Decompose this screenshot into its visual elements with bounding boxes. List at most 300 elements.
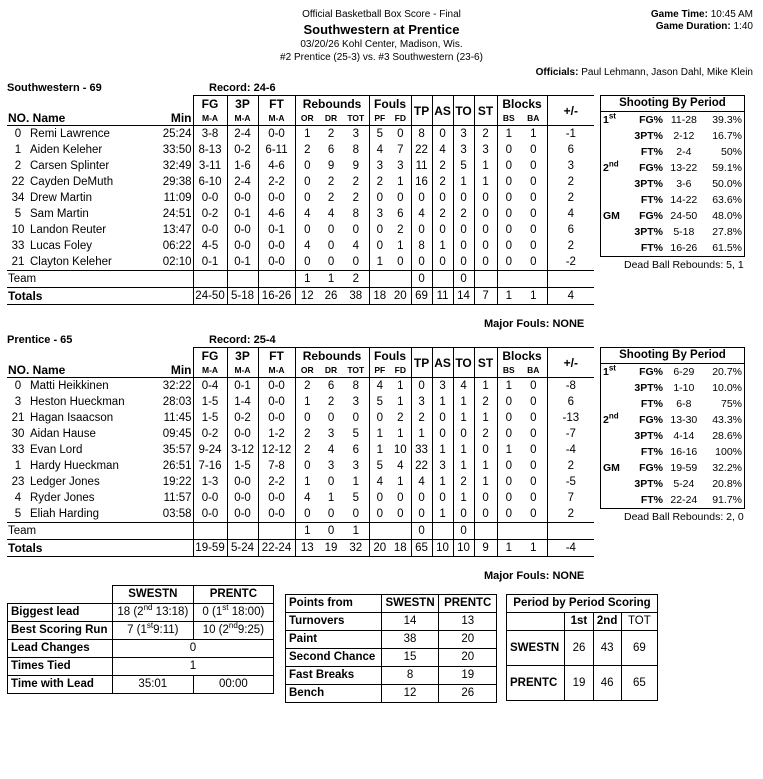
stat-or: 0 xyxy=(295,254,319,271)
stat-fd: 1 xyxy=(397,240,404,252)
biggest-lead-b-sup: st xyxy=(222,603,229,613)
team-record xyxy=(209,82,276,94)
shooting-stat: FT% xyxy=(640,146,663,158)
stat-ba: 0 xyxy=(530,444,537,456)
shooting-row xyxy=(601,224,744,240)
stat-st: 2 xyxy=(474,394,497,410)
times-tied-label: Times Tied xyxy=(8,658,113,676)
stat-tot: 3 xyxy=(352,396,359,408)
stat-tp: 22 xyxy=(411,458,432,474)
stat-fg: 3-8 xyxy=(193,126,227,143)
shooting-period xyxy=(601,224,631,240)
stat-or: 0 xyxy=(295,190,319,206)
stat-fg: 8-13 xyxy=(193,142,227,158)
biggest-lead-a-time: 13:18) xyxy=(155,606,189,618)
stat-ft: 4-6 xyxy=(258,206,295,222)
shooting-period xyxy=(601,364,631,380)
shooting-by-period xyxy=(600,347,745,509)
points-from-row xyxy=(286,631,497,649)
stat-st: 0 xyxy=(474,442,497,458)
shooting-stat: 3PT% xyxy=(634,178,663,190)
stat-tot: 4 xyxy=(352,240,359,252)
stat-pf: 2 xyxy=(369,174,390,190)
shooting-stat: FT% xyxy=(640,194,663,206)
shooting-stat: FT% xyxy=(640,494,663,506)
stat-or: 1 xyxy=(295,126,319,143)
game-duration xyxy=(656,21,753,32)
stat-dr: 4 xyxy=(327,208,335,220)
stat-min: 33:50 xyxy=(162,144,192,156)
stat-bs: 1 xyxy=(497,378,520,395)
stat-to: 1 xyxy=(453,458,474,474)
stat-st: 2 xyxy=(474,426,497,442)
stat-fg: 0-0 xyxy=(193,490,227,506)
shooting-period xyxy=(601,460,631,476)
stat-tp: 8 xyxy=(411,238,432,254)
shooting-row xyxy=(601,128,744,144)
team-stat-dr: 0 xyxy=(319,523,343,540)
header-row xyxy=(7,348,594,365)
time-with-lead-label: Time with Lead xyxy=(8,676,113,694)
team-stat-as xyxy=(432,523,453,540)
team-stat-to: 0 xyxy=(453,523,474,540)
stat-min: 13:47 xyxy=(162,224,192,236)
stat-st: 0 xyxy=(474,238,497,254)
shooting-period xyxy=(601,396,631,412)
stat-fd: 0 xyxy=(390,126,411,143)
stat-ba: 0 xyxy=(530,428,537,440)
stat-bs: 0 xyxy=(497,158,520,174)
player-row xyxy=(7,222,594,238)
player-row xyxy=(7,490,594,506)
points-from-label: Bench xyxy=(286,685,382,703)
player-number: 34 xyxy=(11,192,25,204)
player-row xyxy=(7,426,594,442)
stat-pm: 6 xyxy=(547,142,594,158)
team-record xyxy=(209,334,276,346)
stat-as: 3 xyxy=(432,458,453,474)
doc-type: Official Basketball Box Score - Final xyxy=(302,9,461,20)
team-stat-tp: 0 xyxy=(411,523,432,540)
header-blank xyxy=(7,96,193,113)
stat-ba: 0 xyxy=(530,240,537,252)
player-row xyxy=(7,142,594,158)
stat-tp3: 1-4 xyxy=(227,394,258,410)
shooting-period xyxy=(601,112,631,128)
stat-fd: 7 xyxy=(397,144,404,156)
stat-fd: 2 xyxy=(397,224,404,236)
stat-tp: 33 xyxy=(411,442,432,458)
stat-st: 0 xyxy=(474,222,497,238)
shooting-percent: 48.0% xyxy=(712,210,742,222)
points-from-row xyxy=(286,685,497,703)
shooting-period xyxy=(601,412,631,428)
stat-min: 03:58 xyxy=(162,508,192,520)
stat-min: 35:57 xyxy=(162,444,192,456)
shooting-row xyxy=(601,112,744,128)
stat-fd: 0 xyxy=(397,192,404,204)
shooting-row xyxy=(601,476,744,492)
shooting-percent: 61.5% xyxy=(712,242,742,254)
period-tot: 69 xyxy=(621,631,657,666)
shooting-stat: FT% xyxy=(640,446,663,458)
stat-min: 11:57 xyxy=(163,492,192,504)
stat-st: 0 xyxy=(474,190,497,206)
shooting-made-attempted: 13-30 xyxy=(670,414,698,426)
stat-pf: 5 xyxy=(369,458,390,474)
header-fouls: Fouls xyxy=(369,348,411,365)
stat-pm: -1 xyxy=(547,126,594,143)
shooting-stat: FG% xyxy=(639,414,663,426)
stat-as: 1 xyxy=(432,394,453,410)
player-number: 0 xyxy=(7,126,29,143)
period-header-tot: TOT xyxy=(621,613,657,631)
biggest-lead-a xyxy=(112,604,193,622)
player-name: Cayden DeMuth xyxy=(30,176,114,188)
stat-fg: 9-24 xyxy=(193,442,227,458)
points-from-a: 8 xyxy=(381,667,439,685)
stat-as: 2 xyxy=(432,158,453,174)
stat-tp: 0 xyxy=(411,490,432,506)
shooting-table xyxy=(601,112,744,256)
header-pf: PF xyxy=(369,112,390,126)
shooting-made-attempted: 14-22 xyxy=(670,194,698,206)
stat-ba: 0 xyxy=(530,224,537,236)
stat-as: 2 xyxy=(432,206,453,222)
period-team: PRENTC xyxy=(507,666,565,701)
stat-tp3: 0-0 xyxy=(227,490,258,506)
stat-pf: 4 xyxy=(369,378,390,395)
stat-bs: 0 xyxy=(497,254,520,271)
player-number: 21 xyxy=(11,412,25,424)
total-tp: 65 xyxy=(411,540,432,557)
shooting-period xyxy=(601,160,631,176)
stat-fd: 1 xyxy=(397,476,404,488)
stat-ba: 0 xyxy=(530,192,537,204)
stat-ft: 7-8 xyxy=(258,458,295,474)
player-row xyxy=(7,238,594,254)
shooting-made-attempted: 2-4 xyxy=(676,146,692,158)
stat-bs: 0 xyxy=(497,394,520,410)
stat-ft: 0-0 xyxy=(258,254,295,271)
stat-dr: 2 xyxy=(319,126,343,143)
shooting-period xyxy=(601,208,631,224)
stat-to: 0 xyxy=(453,222,474,238)
period-scoring-table xyxy=(506,594,658,701)
team-stat-pm xyxy=(547,523,594,540)
stat-to: 2 xyxy=(453,474,474,490)
header-tp: TP xyxy=(411,96,432,126)
shooting-period xyxy=(601,176,631,192)
stat-to: 3 xyxy=(453,142,474,158)
stat-min: 19:22 xyxy=(162,476,192,488)
header-pf: PF xyxy=(369,364,390,378)
player-name: Heston Hueckman xyxy=(30,396,125,408)
stat-pm: 4 xyxy=(547,206,594,222)
player-row xyxy=(7,378,594,395)
points-from-row xyxy=(286,613,497,631)
player-name: Landon Reuter xyxy=(30,224,107,236)
shooting-period xyxy=(601,192,631,208)
stat-ft: 2-2 xyxy=(258,174,295,190)
total-ba: 1 xyxy=(520,288,547,305)
stat-dr: 0 xyxy=(327,412,335,424)
shooting-made-attempted: 2-12 xyxy=(673,130,695,142)
shooting-title: Shooting By Period xyxy=(601,348,744,364)
stat-tot: 8 xyxy=(352,208,359,220)
biggest-lead-row xyxy=(8,604,274,622)
total-to: 10 xyxy=(453,540,474,557)
stat-ft: 12-12 xyxy=(258,442,295,458)
biggest-lead-a-sup: nd xyxy=(143,603,153,613)
stat-st: 1 xyxy=(474,158,497,174)
stat-fg: 0-0 xyxy=(193,506,227,523)
period-p1: 26 xyxy=(565,631,593,666)
player-name: Carsen Splinter xyxy=(30,160,110,172)
lead-changes-row xyxy=(8,640,274,658)
stat-ba: 0 xyxy=(520,378,547,395)
total-tot: 38 xyxy=(343,288,369,305)
team-stat-pf xyxy=(369,271,390,288)
stat-fg: 1-5 xyxy=(193,410,227,426)
period-number: 1 xyxy=(603,114,609,126)
stat-or: 0 xyxy=(295,158,319,174)
shooting-percent: 100% xyxy=(715,446,742,458)
header-3p-ma: M-A xyxy=(227,364,258,378)
shooting-made-attempted: 5-24 xyxy=(673,478,695,490)
header-row xyxy=(7,96,594,113)
stat-tp3: 0-1 xyxy=(227,206,258,222)
header-ft: FT xyxy=(258,96,295,113)
stat-ba: 0 xyxy=(530,144,537,156)
stat-tp: 4 xyxy=(411,474,432,490)
period-header-1st: 1st xyxy=(565,613,593,631)
period-row xyxy=(507,631,658,666)
period-blank-header xyxy=(507,613,565,631)
stat-tp3: 0-0 xyxy=(227,222,258,238)
stat-or: 1 xyxy=(295,394,319,410)
header-fd: FD xyxy=(394,365,406,375)
points-from-label: Second Chance xyxy=(286,649,382,667)
stat-tp: 0 xyxy=(411,506,432,523)
stat-bs: 1 xyxy=(497,126,520,143)
stat-fg: 1-5 xyxy=(193,394,227,410)
stat-ft: 0-0 xyxy=(258,394,295,410)
stat-pm: 2 xyxy=(547,190,594,206)
team-name: Southwestern - 69 xyxy=(7,82,102,94)
stat-as: 0 xyxy=(432,222,453,238)
stat-to: 5 xyxy=(453,158,474,174)
officials-names: Paul Lehmann, Jason Dahl, Mike Klein xyxy=(581,67,753,78)
player-number: 1 xyxy=(14,144,22,156)
points-from-label: Paint xyxy=(286,631,382,649)
best-run-a-time: 9:11) xyxy=(153,624,179,636)
stat-or: 4 xyxy=(295,490,319,506)
player-name: Ledger Jones xyxy=(30,476,100,488)
stat-as: 1 xyxy=(432,506,453,523)
stat-dr: 3 xyxy=(327,460,335,472)
header-to: TO xyxy=(453,96,474,126)
stat-ft: 0-1 xyxy=(258,222,295,238)
shooting-period xyxy=(601,444,631,460)
stat-tp3: 0-0 xyxy=(227,426,258,442)
period-suffix: st xyxy=(608,363,616,373)
shooting-made-attempted: 1-10 xyxy=(673,382,695,394)
shooting-row xyxy=(601,160,744,176)
record-label: Record: xyxy=(209,334,251,346)
shooting-percent: 50.0% xyxy=(712,178,742,190)
box-score-table xyxy=(7,95,594,305)
subheader-row xyxy=(7,112,594,126)
best-run-label: Best Scoring Run xyxy=(8,622,113,640)
stat-as: 0 xyxy=(432,190,453,206)
team-stat-ft xyxy=(258,271,295,288)
stat-st: 3 xyxy=(474,142,497,158)
stat-or: 2 xyxy=(295,378,319,395)
stat-dr: 0 xyxy=(327,256,335,268)
team-stat-bs xyxy=(497,523,520,540)
shooting-made-attempted: 13-22 xyxy=(670,162,698,174)
total-st: 7 xyxy=(474,288,497,305)
stat-pf: 3 xyxy=(369,206,390,222)
stat-ba: 0 xyxy=(530,160,537,172)
shooting-percent: 75% xyxy=(720,398,742,410)
points-from-row xyxy=(286,649,497,667)
total-fd: 20 xyxy=(390,288,411,305)
player-name: Remi Lawrence xyxy=(29,126,157,143)
team-stat-pm xyxy=(547,271,594,288)
stat-to: 2 xyxy=(453,206,474,222)
total-pm: -4 xyxy=(547,540,594,557)
header-min: Min xyxy=(170,364,192,377)
period-number: 2 xyxy=(603,162,609,174)
shooting-table xyxy=(601,364,744,508)
stat-to: 0 xyxy=(453,426,474,442)
stat-pm: 3 xyxy=(547,158,594,174)
stat-tp3: 2-4 xyxy=(227,174,258,190)
stat-to: 1 xyxy=(453,490,474,506)
biggest-lead-label: Biggest lead xyxy=(8,604,113,622)
stat-fd: 0 xyxy=(397,256,404,268)
game-time-value: 10:45 AM xyxy=(710,9,753,20)
player-name: Evan Lord xyxy=(30,444,83,456)
stat-tp3: 3-12 xyxy=(227,442,258,458)
major-fouls: Major Fouls: NONE xyxy=(484,570,585,582)
stat-min: 29:38 xyxy=(162,176,192,188)
stat-fd: 0 xyxy=(397,508,404,520)
header-ba: BA xyxy=(527,113,540,123)
stat-or: 0 xyxy=(295,506,319,523)
team-stat-ba xyxy=(520,523,547,540)
stat-tp3: 0-1 xyxy=(227,378,258,395)
points-from-header-a: SWESTN xyxy=(381,595,439,613)
shooting-stat: FG% xyxy=(639,462,663,474)
period-p2: 46 xyxy=(593,666,621,701)
team-stat-dr: 1 xyxy=(319,271,343,288)
best-run-a xyxy=(112,622,193,640)
header-dr: DR xyxy=(324,113,338,123)
stat-fd: 1 xyxy=(390,378,411,395)
stat-pf: 0 xyxy=(369,410,390,426)
stat-min: 09:45 xyxy=(162,428,192,440)
stat-tot: 0 xyxy=(352,224,359,236)
header-plus-minus: +/- xyxy=(547,96,594,126)
team-stat-fd xyxy=(390,271,411,288)
shooting-row xyxy=(601,364,744,380)
header-st: ST xyxy=(474,96,497,126)
stat-pm: 2 xyxy=(547,238,594,254)
header-st: ST xyxy=(474,348,497,378)
shooting-percent: 91.7% xyxy=(712,494,742,506)
game-summary-table xyxy=(7,585,274,694)
shooting-row xyxy=(601,412,744,428)
stat-ba: 0 xyxy=(530,208,537,220)
stat-bs: 0 xyxy=(497,206,520,222)
stat-or: 2 xyxy=(295,442,319,458)
stat-fg: 1-3 xyxy=(193,474,227,490)
team-stat-tot: 1 xyxy=(343,523,369,540)
game-duration-label: Game Duration: xyxy=(655,21,731,32)
stat-or: 0 xyxy=(295,458,319,474)
header-blocks: Blocks xyxy=(497,348,547,365)
shooting-row xyxy=(601,176,744,192)
stat-to: 1 xyxy=(453,410,474,426)
stat-ba: 0 xyxy=(530,412,537,424)
player-number: 4 xyxy=(14,492,22,504)
total-fd: 18 xyxy=(390,540,411,557)
team-name: Prentice - 65 xyxy=(7,334,73,346)
stat-fg: 0-0 xyxy=(193,190,227,206)
times-tied-value: 1 xyxy=(112,658,273,676)
shooting-made-attempted: 11-28 xyxy=(670,114,697,126)
stat-tp3: 0-0 xyxy=(227,474,258,490)
shooting-made-attempted: 3-6 xyxy=(676,178,692,190)
stat-dr: 4 xyxy=(327,444,335,456)
stat-or: 0 xyxy=(295,174,319,190)
shooting-stat: FT% xyxy=(640,242,663,254)
shooting-row xyxy=(601,492,744,508)
stat-min: 11:45 xyxy=(163,412,192,424)
shooting-made-attempted: 4-14 xyxy=(673,430,695,442)
stat-ba: 0 xyxy=(530,508,537,520)
stat-tp: 0 xyxy=(411,190,432,206)
shooting-row xyxy=(601,240,744,256)
box-score-table xyxy=(7,347,594,557)
team-row xyxy=(7,271,594,288)
player-name: Aidan Hause xyxy=(30,428,96,440)
totals-row xyxy=(7,540,594,557)
shooting-made-attempted: 16-16 xyxy=(670,446,698,458)
stat-as: 0 xyxy=(432,126,453,143)
stat-tp: 16 xyxy=(411,174,432,190)
team-label: Team xyxy=(7,523,193,540)
stat-as: 0 xyxy=(432,426,453,442)
stat-tot: 2 xyxy=(352,176,359,188)
stat-tp3: 1-5 xyxy=(227,458,258,474)
stat-to: 0 xyxy=(453,238,474,254)
summary-header-team-a: SWESTN xyxy=(112,586,193,604)
header-plus-minus: +/- xyxy=(547,348,594,378)
player-number: 5 xyxy=(14,208,22,220)
record-value: 25-4 xyxy=(253,334,276,346)
stat-pf: 4 xyxy=(369,142,390,158)
total-bs: 1 xyxy=(497,288,520,305)
period-p1: 19 xyxy=(565,666,593,701)
header-ft: FT xyxy=(258,348,295,365)
stat-ft: 0-0 xyxy=(258,238,295,254)
header-fd: FD xyxy=(394,113,406,123)
points-from-a: 12 xyxy=(381,685,439,703)
